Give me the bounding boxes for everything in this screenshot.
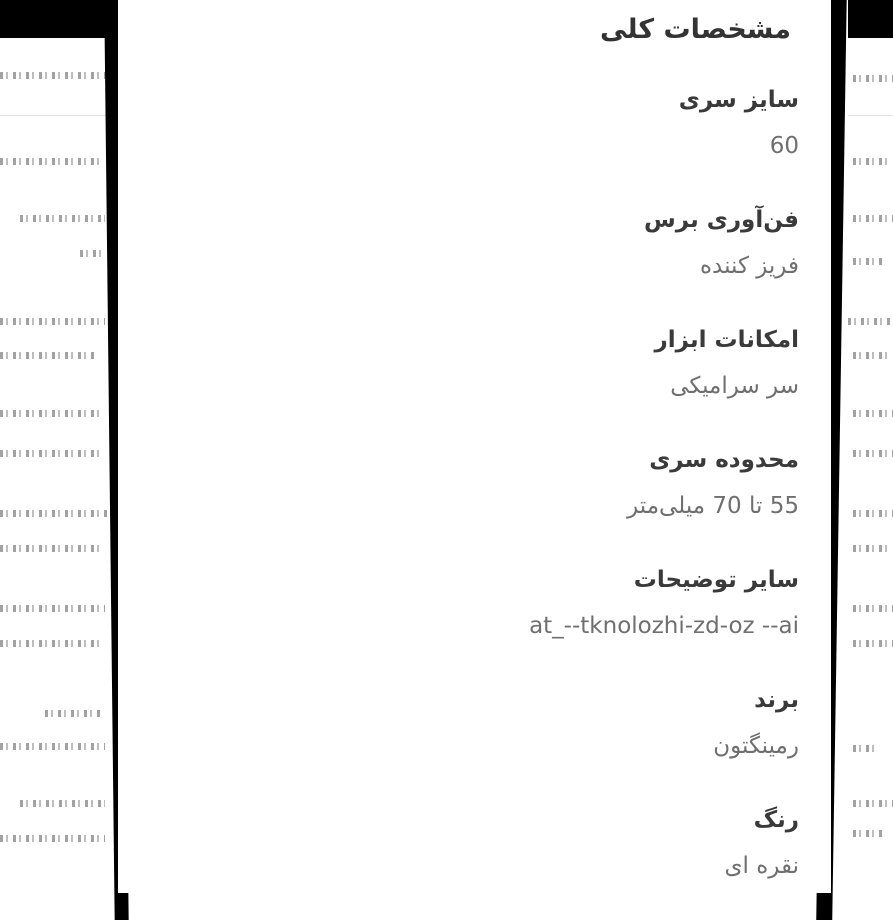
spec-label: سایز سری [678, 87, 799, 113]
spec-label: محدوده سری [649, 447, 799, 473]
background-header-bar [0, 0, 110, 38]
spec-label: رنگ [753, 807, 799, 833]
spec-label: امکانات ابزار [654, 327, 799, 353]
background-divider [848, 115, 893, 116]
spec-value: at_--tknolozhi-zd-oz --ai [529, 613, 799, 639]
spec-item-tool-features [655, 324, 799, 402]
spec-label: برند [754, 687, 799, 713]
background-page-left [0, 0, 110, 893]
specifications-panel [118, 0, 831, 893]
spec-label: سایر توضیحات [633, 567, 799, 593]
spec-item-other-notes [529, 564, 799, 642]
spec-item-brush-technology [644, 204, 799, 282]
spec-label: فن‌آوری برس [644, 207, 799, 233]
spec-value: فریز کننده [699, 253, 799, 279]
spec-value: 60 [769, 133, 799, 159]
section-title: مشخصات کلی [600, 14, 791, 45]
spec-value: 55 تا 70 میلی‌متر [627, 493, 799, 519]
spec-item-brand [713, 684, 799, 762]
spec-value: سر سرامیکی [670, 373, 799, 399]
spec-value: رمینگتون [713, 733, 799, 759]
background-divider [0, 115, 110, 116]
spec-item-head-size [679, 84, 799, 162]
background-header-bar [848, 0, 893, 38]
spec-item-head-range [627, 444, 799, 522]
spec-item-color [725, 804, 799, 882]
spec-value: نقره ای [724, 853, 799, 879]
background-page-right [848, 0, 893, 893]
